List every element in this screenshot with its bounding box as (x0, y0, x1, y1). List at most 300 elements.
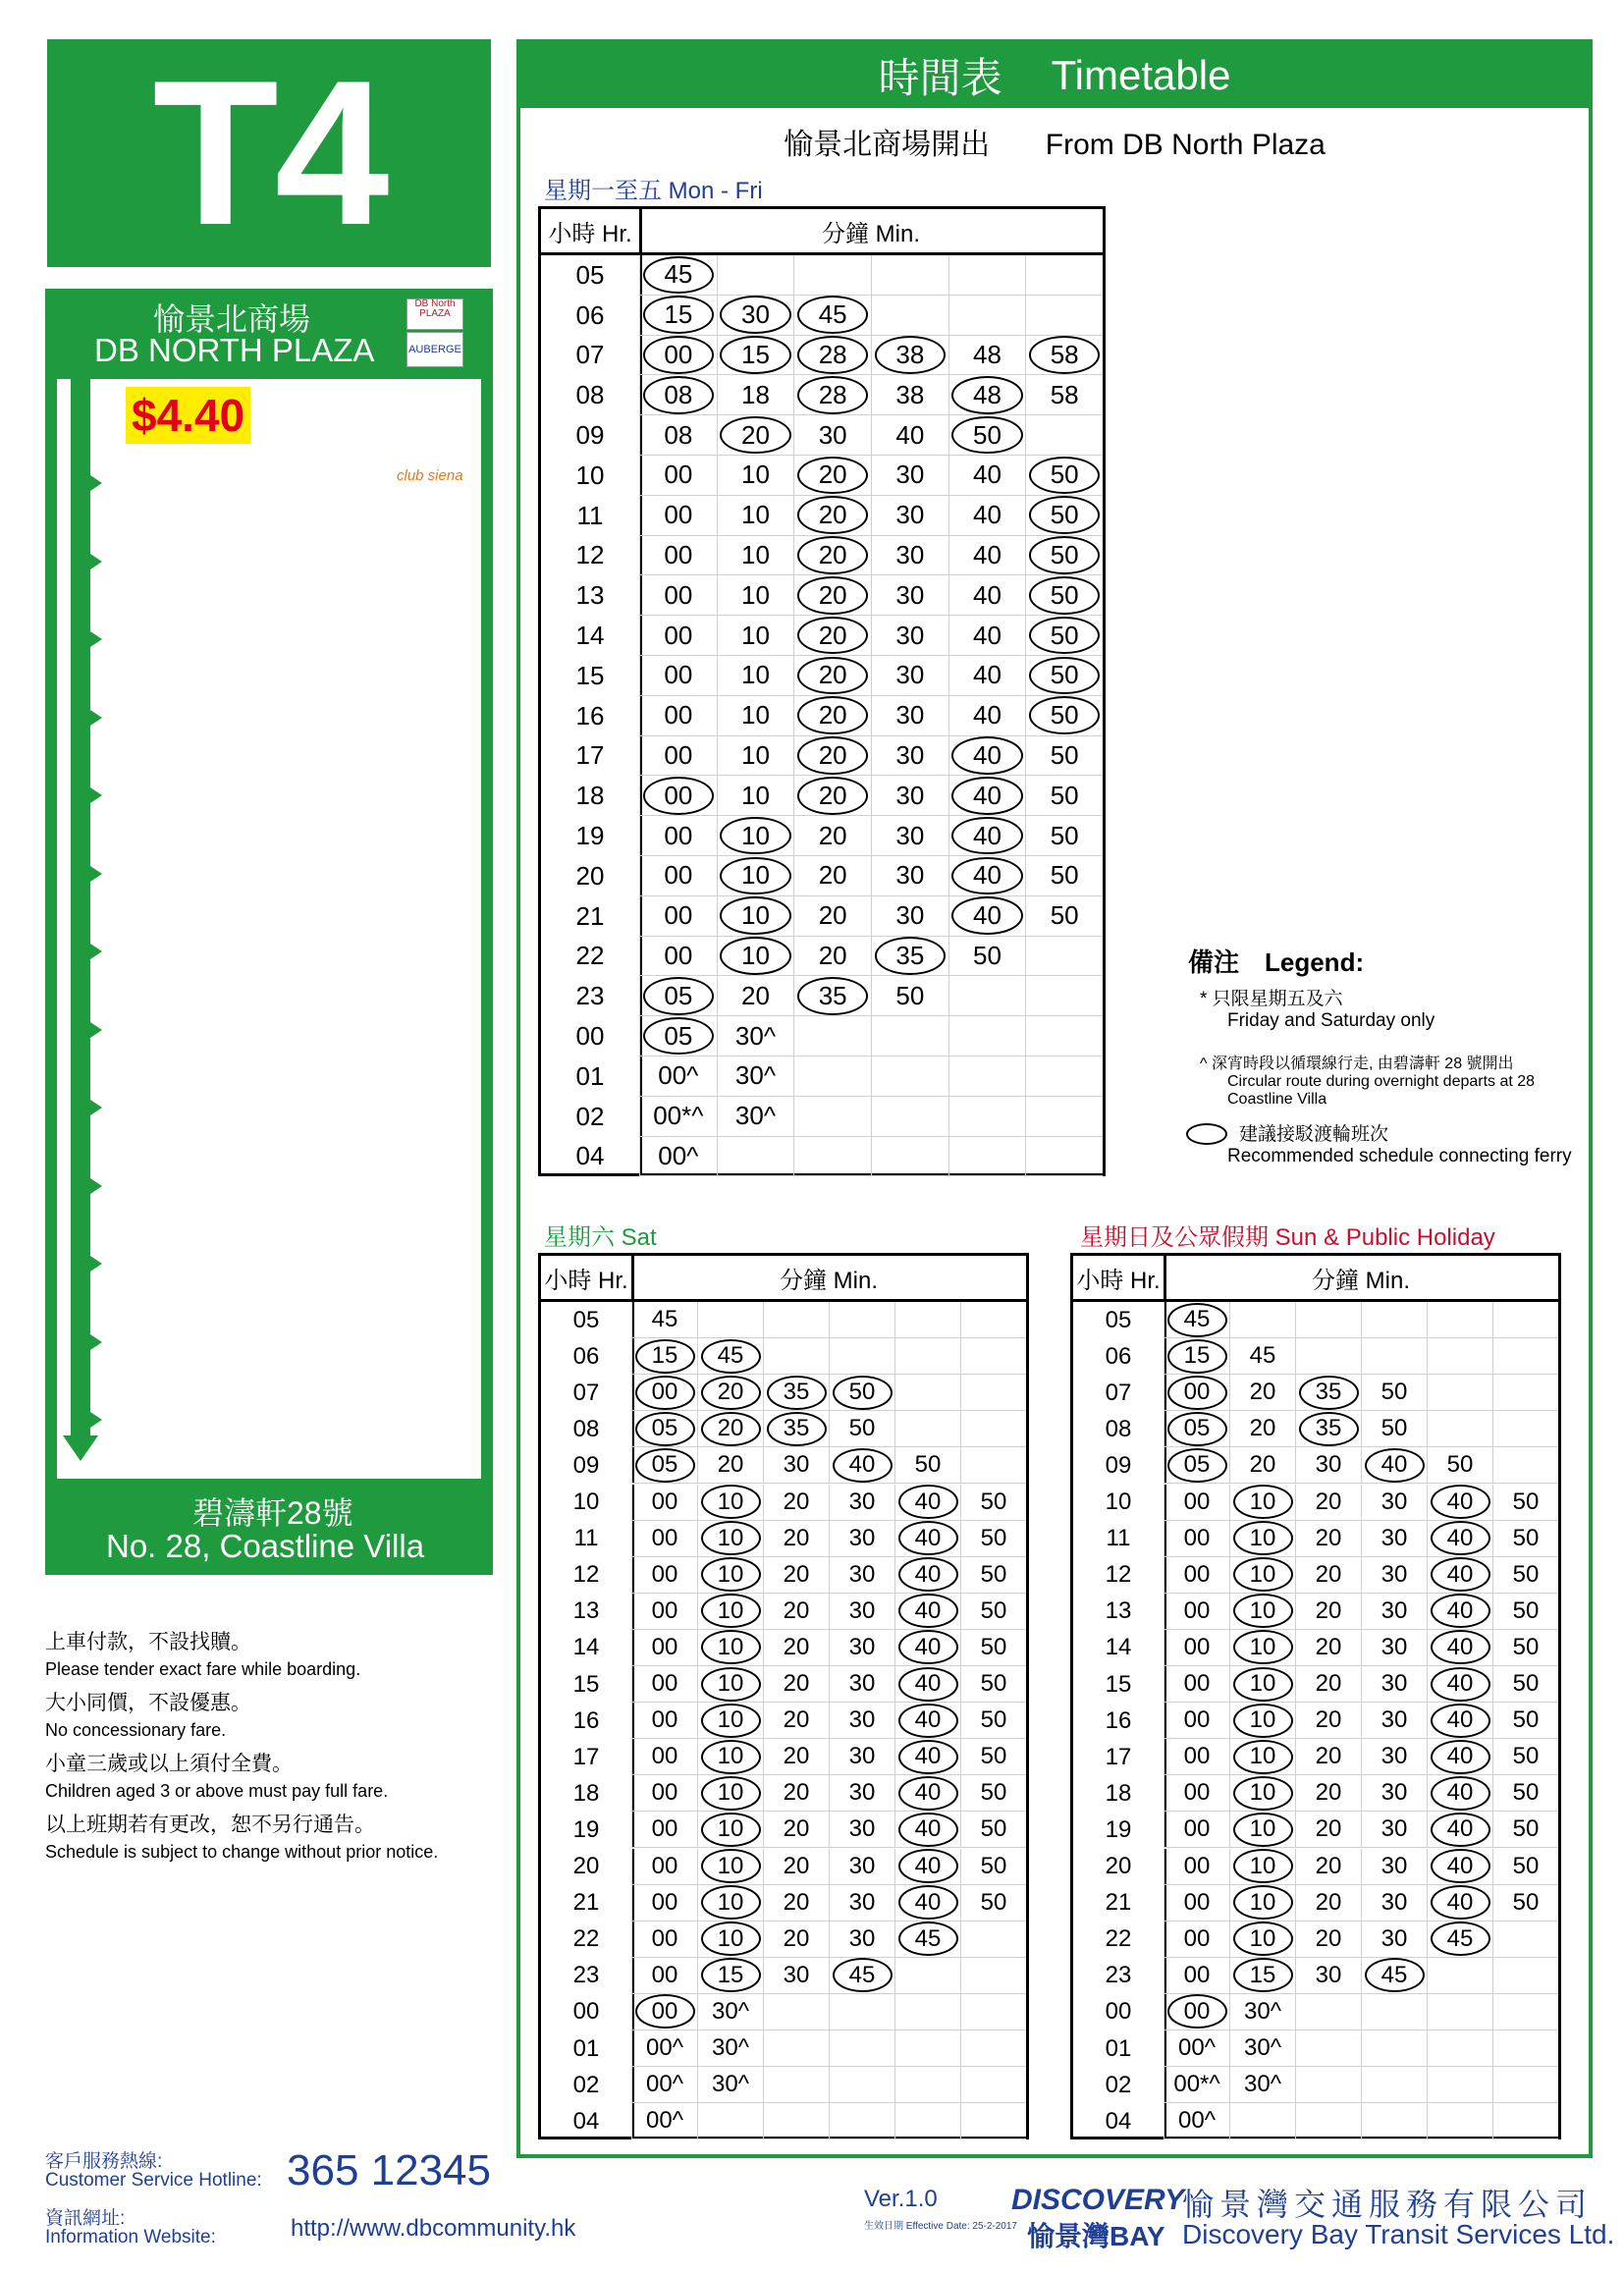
minute-cell (1025, 255, 1103, 296)
timetable-row (541, 1849, 1026, 1885)
minute-cell (948, 696, 1026, 736)
minute-cell (948, 816, 1026, 856)
minute-cell (763, 1411, 829, 1447)
departure-time: 30 (895, 739, 925, 770)
minute-cell (894, 1302, 960, 1338)
ferry-connection-departure: 10 (701, 1740, 761, 1774)
minute-cell (829, 1521, 894, 1557)
minute-cell (763, 1557, 829, 1594)
minute-cell (1492, 1375, 1558, 1411)
sunday-label: 星期日及公眾假期 Sun & Public Holiday (1080, 1224, 1495, 1251)
minute-cell (1427, 1411, 1492, 1447)
minute-cell (631, 1958, 697, 1994)
minute-cell (1361, 1775, 1427, 1812)
departure-time: 30 (848, 1815, 876, 1843)
minute-cell (763, 1447, 829, 1484)
minute-cell (697, 1812, 763, 1848)
ferry-connection-departure: 45 (1167, 1303, 1227, 1337)
minute-cell (1229, 1849, 1295, 1885)
minute-cell (1361, 1447, 1427, 1484)
minute-cell (1492, 1447, 1558, 1484)
minute-cell (948, 1056, 1026, 1097)
minute-cell (1025, 937, 1103, 977)
hour-cell: 11 (1073, 1521, 1166, 1557)
minute-cell (717, 536, 794, 576)
hour-cell: 01 (541, 2030, 634, 2067)
minute-cell (717, 776, 794, 816)
minute-cell (894, 1485, 960, 1521)
hour-cell: 01 (1073, 2030, 1166, 2067)
minute-cell (639, 616, 717, 656)
minute-cell (829, 1447, 894, 1484)
departure-time: 20 (783, 1633, 810, 1660)
departure-time: 50 (1512, 1560, 1540, 1588)
timetable-row (541, 616, 1103, 656)
minute-cell (829, 1703, 894, 1739)
minute-cell (717, 1137, 794, 1177)
departure-time: 20 (1315, 1670, 1342, 1698)
departure-time: 50 (980, 1743, 1007, 1770)
minute-header: 分鐘 Min. (821, 220, 920, 247)
minute-cell (1164, 1775, 1229, 1812)
departure-time: 50 (1050, 860, 1079, 891)
minute-cell (948, 296, 1026, 336)
minute-cell (960, 1739, 1026, 1775)
departure-time: 50 (914, 1451, 942, 1479)
minute-cell (829, 1739, 894, 1775)
minute-cell (1361, 1338, 1427, 1375)
minute-cell (871, 336, 948, 376)
stop-marker-icon (90, 1412, 102, 1428)
timetable-row (541, 937, 1103, 977)
timetable-row (1073, 1375, 1558, 1411)
departure-time: 30 (848, 1597, 876, 1624)
minute-cell (763, 1885, 829, 1922)
minute-cell (960, 1338, 1026, 1375)
hour-cell: 07 (541, 336, 642, 376)
hotline-label-en: Customer Service Hotline: (45, 2170, 262, 2191)
minute-cell (894, 2103, 960, 2139)
timetable-row (541, 1594, 1026, 1630)
ferry-connection-departure: 10 (701, 1485, 761, 1519)
discovery-bay-logo-sub: 愉景灣BAY (1027, 2221, 1165, 2251)
timetable-row (541, 296, 1103, 336)
departure-time: 10 (741, 660, 770, 690)
legend-star (1200, 984, 1435, 1032)
departure-time: 00 (651, 1488, 678, 1515)
ferry-connection-departure: 40 (1431, 1740, 1490, 1774)
stop-name-zh: 海澄湖畔一段第58座 (135, 460, 333, 484)
departure-time: 00 (1183, 1633, 1211, 1660)
ferry-connection-departure: 05 (635, 1448, 695, 1483)
minute-cell (631, 1703, 697, 1739)
route-line (71, 379, 90, 1439)
hour-cell: 14 (1073, 1630, 1166, 1666)
departure-time: 00 (1183, 1961, 1211, 1988)
minute-cell (1295, 1958, 1361, 1994)
hour-cell: 12 (541, 536, 642, 576)
minute-cell (960, 1849, 1026, 1885)
minute-cell (1025, 696, 1103, 736)
hour-cell: 19 (1073, 1812, 1166, 1848)
departure-time: 20 (1315, 1560, 1342, 1588)
hour-cell: 19 (541, 1812, 634, 1848)
minute-cell (1295, 1775, 1361, 1812)
hotline-number: 365 12345 (287, 2146, 491, 2194)
minute-cell (1164, 1485, 1229, 1521)
minute-cell (1295, 2103, 1361, 2139)
departure-time: 20 (1315, 1779, 1342, 1807)
ferry-connection-departure: 40 (1431, 1594, 1490, 1628)
hour-cell: 13 (541, 575, 642, 616)
timetable-row (541, 536, 1103, 576)
departure-time: 30 (1380, 1488, 1408, 1515)
minute-cell (717, 896, 794, 937)
destination-name-zh: 碧濤軒28號 (192, 1495, 353, 1531)
minute-cell (871, 696, 948, 736)
minute-cell (639, 856, 717, 896)
minute-cell (1164, 1739, 1229, 1775)
auberge-logo: AUBERGE (406, 332, 463, 367)
minute-cell (631, 1666, 697, 1703)
hour-cell: 10 (1073, 1485, 1166, 1521)
ferry-connection-departure: 50 (1029, 496, 1101, 534)
hour-cell: 21 (541, 896, 642, 937)
ferry-connection-departure: 10 (1233, 1849, 1293, 1883)
hour-cell: 05 (541, 1302, 634, 1338)
minute-cell (1361, 1485, 1427, 1521)
minute-cell (1361, 1994, 1427, 2030)
minute-cell (1229, 1775, 1295, 1812)
stop-name-en: Capevale Drive (Jovial Court) (135, 1339, 444, 1367)
ferry-connection-departure: 40 (1431, 1885, 1490, 1920)
minute-cell (960, 2030, 1026, 2067)
hour-cell: 08 (1073, 1411, 1166, 1447)
minute-cell (1427, 1375, 1492, 1411)
hour-cell: 02 (541, 1097, 642, 1137)
departure-time: 30 (848, 1888, 876, 1916)
departure-time: 30 (895, 539, 925, 569)
ferry-connection-departure: 05 (1167, 1412, 1227, 1446)
ferry-connection-departure: 10 (1233, 1667, 1293, 1702)
timetable-row (541, 896, 1103, 937)
departure-time: 40 (973, 460, 1001, 490)
departure-time: 00 (1183, 1597, 1211, 1624)
db-north-plaza-logo: DB North PLAZA (406, 298, 463, 330)
minute-cell (894, 1775, 960, 1812)
minute-cell (871, 575, 948, 616)
minute-cell (717, 296, 794, 336)
minute-cell (1361, 1849, 1427, 1885)
stop-marker-icon (90, 1022, 102, 1038)
stop-name-en: Block 2, Siena One (135, 637, 338, 664)
minute-cell (894, 1958, 960, 1994)
timetable-row (1073, 1703, 1558, 1739)
minute-cell (1492, 1703, 1558, 1739)
minute-cell (793, 616, 871, 656)
minute-cell (717, 696, 794, 736)
ferry-connection-departure: 20 (797, 617, 869, 655)
minute-cell (1492, 1630, 1558, 1666)
timetable-row (541, 1411, 1026, 1447)
departure-time: 00 (1183, 1488, 1211, 1515)
hour-cell: 23 (1073, 1958, 1166, 1994)
minute-cell (763, 1812, 829, 1848)
ferry-connection-departure: 40 (898, 1630, 958, 1664)
minute-cell (1229, 1922, 1295, 1958)
stop-name-zh: 海燕徑41號 (135, 849, 246, 875)
departure-time: 20 (783, 1670, 810, 1698)
departure-time: 10 (741, 460, 770, 490)
minute-cell (1295, 1630, 1361, 1666)
departure-time: 50 (1512, 1670, 1540, 1698)
departure-time: 20 (783, 1779, 810, 1807)
minute-cell (1492, 1557, 1558, 1594)
minute-cell (697, 1302, 763, 1338)
minute-cell (829, 1849, 894, 1885)
ferry-connection-departure: 38 (875, 336, 947, 374)
note-zh: 小童三歲或以上須付全費。 (45, 1753, 293, 1775)
minute-cell (894, 1375, 960, 1411)
timetable-row (541, 816, 1103, 856)
departure-time: 50 (980, 1670, 1007, 1698)
minute-cell (960, 1411, 1026, 1447)
company-name-en: Discovery Bay Transit Services Ltd. (1182, 2219, 1615, 2249)
minute-cell (793, 776, 871, 816)
timetable-row (1073, 1849, 1558, 1885)
departure-time: 00 (651, 1706, 678, 1734)
timetable-row (541, 496, 1103, 536)
hour-cell: 12 (541, 1557, 634, 1594)
timetable-row (541, 1338, 1026, 1375)
ferry-connection-departure: 50 (1029, 536, 1101, 574)
minute-cell (763, 1521, 829, 1557)
minute-cell (829, 1812, 894, 1848)
minute-cell (894, 1994, 960, 2030)
hour-cell: 05 (541, 255, 642, 296)
stop-name-zh: 海燕徑25號 (135, 928, 246, 952)
minute-cell (960, 1630, 1026, 1666)
minute-cell (1427, 1994, 1492, 2030)
ferry-connection-departure: 40 (898, 1885, 958, 1920)
hour-cell: 09 (541, 1447, 634, 1484)
minute-cell (948, 976, 1026, 1016)
minute-cell (1427, 1666, 1492, 1703)
minute-cell (871, 736, 948, 777)
stop-marker-icon (90, 1256, 102, 1272)
minute-cell (1025, 336, 1103, 376)
departure-time: 00 (1183, 1670, 1211, 1698)
minute-cell (1229, 2103, 1295, 2139)
stop-name-zh: 海燕徑15號 (135, 1005, 246, 1031)
stop-name-en: No. 25, Seabird Lane (135, 949, 358, 976)
minute-cell (717, 856, 794, 896)
departure-time: 50 (1050, 900, 1079, 931)
departure-time: 30 (1315, 1451, 1342, 1479)
ferry-connection-departure: 10 (701, 1776, 761, 1811)
departure-time: 20 (741, 980, 770, 1010)
departure-time: 30 (783, 1451, 810, 1479)
minute-cell (1229, 1447, 1295, 1484)
minute-cell (717, 496, 794, 536)
minute-cell (1492, 1411, 1558, 1447)
minute-cell (1295, 1812, 1361, 1848)
minute-cell (894, 2030, 960, 2067)
minute-cell (1164, 1411, 1229, 1447)
ferry-connection-departure: 10 (1233, 1776, 1293, 1811)
departure-time: 20 (783, 1924, 810, 1952)
minute-cell (960, 1666, 1026, 1703)
ferry-connection-departure: 10 (1233, 1557, 1293, 1592)
minute-cell (1295, 1666, 1361, 1703)
minute-cell (697, 2030, 763, 2067)
minute-cell (717, 375, 794, 415)
hour-cell: 09 (1073, 1447, 1166, 1484)
departure-time: 10 (741, 579, 770, 610)
timetable-row (1073, 1302, 1558, 1338)
hour-header: 小時 Hr. (541, 1256, 634, 1299)
minute-cell (829, 2103, 894, 2139)
departure-time: 50 (1512, 1743, 1540, 1770)
minute-cell (793, 296, 871, 336)
minute-cell (717, 1016, 794, 1056)
destination-name-en: No. 28, Coastline Villa (106, 1528, 425, 1564)
minute-cell (763, 1338, 829, 1375)
minute-cell (1164, 1994, 1229, 2030)
fare-price: $4.40 (126, 387, 250, 444)
ferry-connection-departure: 40 (833, 1448, 893, 1483)
timetable-row (1073, 2103, 1558, 2139)
departure-point-en: From DB North Plaza (1045, 129, 1326, 161)
timetable-row (1073, 1775, 1558, 1812)
minute-cell (631, 2030, 697, 2067)
weekday-timetable (538, 206, 1106, 1176)
minute-cell (1025, 896, 1103, 937)
departure-time: 50 (1050, 739, 1079, 770)
stop-marker-icon (90, 475, 102, 491)
ferry-connection-departure: 05 (1167, 1448, 1227, 1483)
minute-cell (871, 856, 948, 896)
departure-time: 30 (895, 860, 925, 891)
legend-star-zh: * 只限星期五及六 (1200, 989, 1343, 1009)
ferry-connection-departure: 28 (797, 336, 869, 374)
minute-cell (1025, 575, 1103, 616)
departure-time: 50 (1512, 1524, 1540, 1551)
departure-time: 40 (973, 579, 1001, 610)
ferry-connection-departure: 28 (797, 376, 869, 414)
minute-cell (1164, 1630, 1229, 1666)
minute-cell (871, 1097, 948, 1137)
website-link[interactable]: http://www.dbcommunity.hk (291, 2215, 576, 2242)
hour-cell: 08 (541, 1411, 634, 1447)
departure-time: 00 (664, 579, 693, 610)
minute-cell (639, 296, 717, 336)
minute-cell (948, 575, 1026, 616)
timetable-row (541, 255, 1103, 296)
minute-cell (1164, 2103, 1229, 2139)
ferry-connection-departure: 50 (951, 416, 1023, 455)
departure-time: 30 (848, 1633, 876, 1660)
minute-cell (1427, 1775, 1492, 1812)
hour-cell: 00 (1073, 1994, 1166, 2030)
minute-cell (1164, 1594, 1229, 1630)
minute-cell (948, 1097, 1026, 1137)
departure-time: 20 (818, 860, 847, 891)
stop-name-zh: 愉景灣臨時巴士總站(對面) (135, 1084, 388, 1109)
hour-cell: 18 (541, 776, 642, 816)
minute-cell (871, 1056, 948, 1097)
note-zh: 上車付款，不設找贖。 (45, 1631, 251, 1653)
minute-cell (829, 1338, 894, 1375)
departure-time: 30 (895, 500, 925, 530)
stop-name-zh: 海澄湖畔一段第2座 (135, 616, 321, 640)
ferry-connection-departure: 15 (643, 296, 715, 334)
minute-cell (1229, 1338, 1295, 1375)
timetable-row (541, 2103, 1026, 2139)
minute-cell (1361, 1375, 1427, 1411)
minute-cell (829, 1885, 894, 1922)
departure-time: 20 (1315, 1815, 1342, 1843)
departure-time: 20 (1315, 1597, 1342, 1624)
version: Ver.1.0 (864, 2186, 938, 2212)
ferry-connection-departure: 10 (701, 1667, 761, 1702)
ferry-connection-departure: 35 (767, 1412, 827, 1446)
minute-cell (1492, 1302, 1558, 1338)
minute-cell (1427, 1485, 1492, 1521)
minute-cell (1361, 1594, 1427, 1630)
hour-cell: 05 (1073, 1302, 1166, 1338)
minute-cell (631, 1485, 697, 1521)
departure-time: 00 (651, 1743, 678, 1770)
timetable-row (541, 1885, 1026, 1922)
minute-cell (763, 1666, 829, 1703)
minute-cell (871, 375, 948, 415)
timetable-row (541, 375, 1103, 415)
ferry-connection-departure: 45 (833, 1958, 893, 1992)
minute-cell (631, 1994, 697, 2030)
minute-cell (697, 1958, 763, 1994)
minute-cell (1361, 2030, 1427, 2067)
ferry-connection-departure: 45 (1365, 1958, 1425, 1992)
minute-cell (793, 496, 871, 536)
minute-cell (793, 1016, 871, 1056)
hour-cell: 06 (1073, 1338, 1166, 1375)
hour-cell: 10 (541, 456, 642, 496)
ferry-connection-departure: 00 (643, 777, 715, 815)
minute-cell (1164, 1666, 1229, 1703)
ferry-connection-departure: 10 (1233, 1521, 1293, 1555)
minute-cell (960, 1521, 1026, 1557)
ferry-connection-departure: 40 (1431, 1557, 1490, 1592)
ferry-connection-departure: 20 (797, 576, 869, 615)
ferry-connection-departure: 08 (643, 376, 715, 414)
minute-cell (639, 375, 717, 415)
departure-time: 00 (664, 620, 693, 650)
departure-time: 20 (717, 1451, 744, 1479)
minute-cell (697, 1703, 763, 1739)
ferry-connection-departure: 10 (1233, 1485, 1293, 1519)
departure-time: 20 (783, 1597, 810, 1624)
minute-cell (1361, 1812, 1427, 1848)
minute-cell (894, 1812, 960, 1848)
departure-time: 00 (1183, 1815, 1211, 1843)
departure-time: 30^ (712, 1997, 749, 2025)
note-en: No concessionary fare. (45, 1720, 227, 1740)
departure-time: 00 (1183, 1779, 1211, 1807)
minute-cell (894, 1521, 960, 1557)
departure-time: 00^ (646, 2071, 683, 2098)
hour-header: 小時 Hr. (1073, 1256, 1166, 1299)
